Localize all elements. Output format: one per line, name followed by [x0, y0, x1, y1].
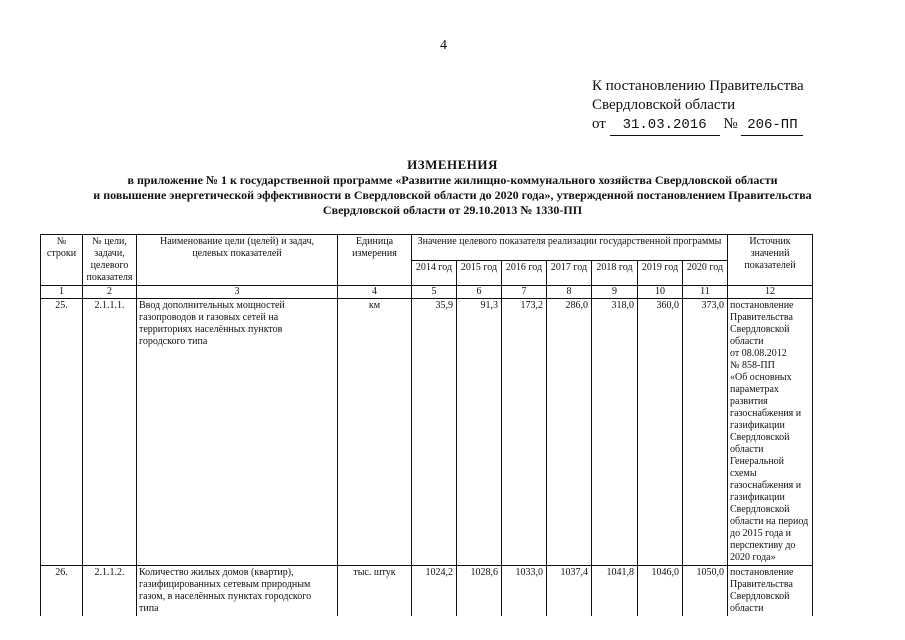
header-year: 2014 год	[412, 260, 457, 286]
value-cell: 1037,4	[547, 566, 592, 617]
value-cell: 318,0	[592, 299, 638, 566]
header-values-group: Значение целевого показателя реализации государственной программы	[412, 235, 728, 261]
column-number: 5	[412, 286, 457, 299]
header-year: 2016 год	[502, 260, 547, 286]
approval-line-3	[592, 115, 804, 136]
goal-number: 2.1.1.2.	[83, 566, 137, 617]
page-number: 4	[440, 38, 447, 53]
heading-line-2: и повышение энергетической эффективности в Свердловской области до 2020 года», утвержденной постановлением Правительства	[93, 188, 812, 202]
value-cell: 1024,2	[412, 566, 457, 617]
column-number: 4	[338, 286, 412, 299]
value-cell: 1046,0	[638, 566, 683, 617]
unit: тыс. штук	[338, 566, 412, 617]
goal-number: 2.1.1.1.	[83, 299, 137, 566]
header-sources: Источник значений показателей	[728, 235, 813, 286]
header-year: 2019 год	[638, 260, 683, 286]
value-cell: 1050,0	[683, 566, 728, 617]
column-number: 2	[83, 286, 137, 299]
column-number: 1	[41, 286, 83, 299]
indicator-name: Количество жилых домов (квартир), газифицированных сетевым природным газом, в населённых пунктах городского типа	[137, 566, 338, 617]
indicators-table	[40, 234, 813, 616]
value-cell: 91,3	[457, 299, 502, 566]
header-year: 2017 год	[547, 260, 592, 286]
value-cell: 173,2	[502, 299, 547, 566]
header-year: 2018 год	[592, 260, 638, 286]
value-cell: 373,0	[683, 299, 728, 566]
approval-number: 206-ПП	[741, 116, 803, 136]
table-row	[41, 566, 813, 617]
approval-block	[592, 77, 804, 136]
approval-line-1: К постановлению Правительства	[592, 78, 804, 94]
header-row-no: № строки	[41, 235, 83, 286]
row-number: 26.	[41, 566, 83, 617]
source-cell: постановление Правительства Свердловской области от 08.08.2012 № 858-ПП «Об основных параметрах развития газоснабжения и газификации Свердловской области Генеральной схемы газоснабжения и газификации Свердловской области на период до 2015 года и перспективу до 2020 года»	[728, 299, 813, 566]
unit: км	[338, 299, 412, 566]
heading-line-3: Свердловской области от 29.10.2013 № 1330-ПП	[322, 203, 583, 217]
header-row-1	[41, 235, 813, 261]
column-number: 7	[502, 286, 547, 299]
source-cell: постановление Правительства Свердловской области	[728, 566, 813, 617]
column-number: 10	[638, 286, 683, 299]
value-cell: 1041,8	[592, 566, 638, 617]
column-number: 3	[137, 286, 338, 299]
value-cell: 35,9	[412, 299, 457, 566]
document-heading	[40, 157, 865, 218]
header-unit: Единица измерения	[338, 235, 412, 286]
number-label: №	[723, 116, 738, 132]
header-year: 2015 год	[457, 260, 502, 286]
from-label: от	[592, 116, 606, 132]
column-numbers-row	[41, 286, 813, 299]
header-year: 2020 год	[683, 260, 728, 286]
approval-date: 31.03.2016	[610, 116, 720, 136]
value-cell: 286,0	[547, 299, 592, 566]
header-goal-no: № цели, задачи, целевого показателя	[83, 235, 137, 286]
column-number: 11	[683, 286, 728, 299]
value-cell: 1033,0	[502, 566, 547, 617]
value-cell: 1028,6	[457, 566, 502, 617]
heading-title: ИЗМЕНЕНИЯ	[407, 157, 498, 172]
column-number: 8	[547, 286, 592, 299]
row-number: 25.	[41, 299, 83, 566]
column-number: 12	[728, 286, 813, 299]
approval-line-2: Свердловской области	[592, 97, 736, 113]
value-cell: 360,0	[638, 299, 683, 566]
column-number: 6	[457, 286, 502, 299]
header-name: Наименование цели (целей) и задач, целевых показателей	[137, 235, 338, 286]
column-number: 9	[592, 286, 638, 299]
table-row	[41, 299, 813, 566]
heading-line-1: в приложение № 1 к государственной программе «Развитие жилищно-коммунального хозяйства Свердловской области	[127, 173, 778, 187]
indicator-name: Ввод дополнительных мощностей газопроводов и газовых сетей на территориях населённых пунктов городского типа	[137, 299, 338, 566]
